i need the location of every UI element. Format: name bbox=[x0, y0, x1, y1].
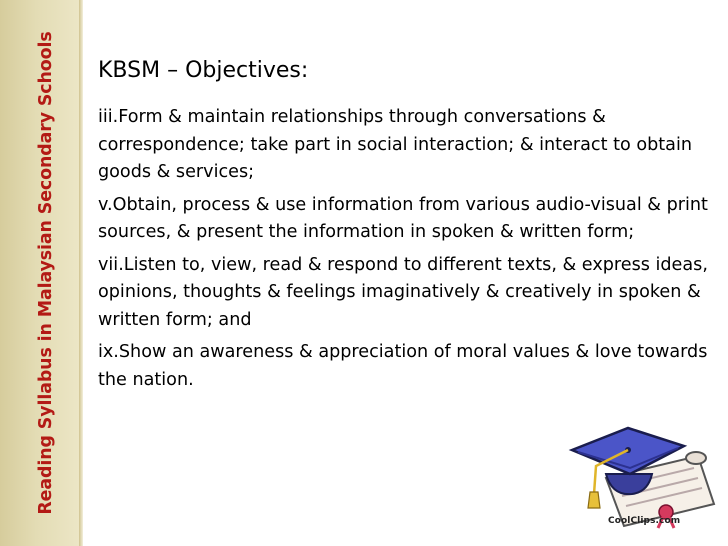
sidebar bbox=[0, 0, 80, 546]
slide-title: KBSM – Objectives: bbox=[98, 58, 309, 83]
objectives-list bbox=[98, 104, 712, 399]
sidebar-edge bbox=[79, 0, 83, 546]
clipart-caption: CoolClips.com bbox=[608, 516, 681, 526]
objective-item: vii.Listen to, view, read & respond to different texts, & express ideas, opinions, thoughts & feelings imaginatively & creatively in spoken & written form; and bbox=[98, 254, 708, 330]
objective-item: ix.Show an awareness & appreciation of moral values & love towards the nation. bbox=[98, 342, 708, 390]
objective-item: v.Obtain, process & use information from various audio-visual & print sources, & present the information in spoken & written form; bbox=[98, 194, 708, 242]
sidebar-title: Reading Syllabus in Malaysian Secondary Schools bbox=[36, 31, 56, 515]
objective-item: iii.Form & maintain relationships through conversations & correspondence; take part in social interaction; & interact to obtain goods & services; bbox=[98, 107, 692, 182]
